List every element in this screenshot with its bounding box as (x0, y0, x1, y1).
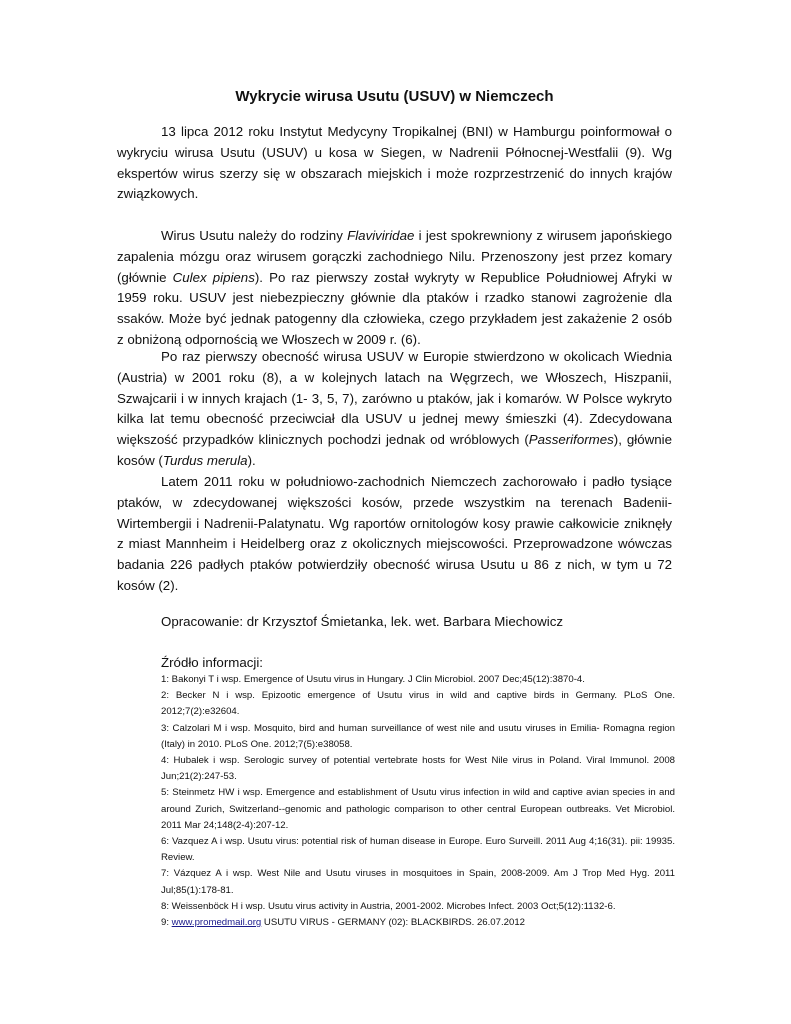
reference-item: 2: Becker N i wsp. Epizootic emergence of Usutu virus in wild and captive birds in Germany. PLoS One. 2012;7(2):e32604. (161, 690, 675, 718)
passeriformes-term: Passeriformes (528, 432, 614, 448)
references-list (161, 672, 675, 931)
reference-item-9 (161, 915, 675, 931)
paragraph-2-part-a: Wirus Usutu należy do rodziny (161, 228, 348, 243)
paragraph-3-part-c: ), głównie kosów ( (117, 432, 672, 468)
paragraph-3-part-a: Po raz pierwszy obecność wirusa USUV w Europie stwierdzono w okolicach Wiednia (Austria) w 2001 roku (8), a w kolejnych latach na Węgrzech, we Włoszech, Hiszpanii, Szwajcarii i w innych krajach (1- 3, 5, 7), zarówno u ptaków, jak i komarów. W Polsce wykryto kilka lat temu obecność przeciwciał dla USUV u jednej mewy śmieszki (4). Zdecydowana większość przypadków klinicznych pochodzi jednak od wróblowych ( (117, 349, 672, 448)
paragraph-3-part-e: ). (247, 452, 256, 468)
author-line: Opracowanie: dr Krzysztof Śmietanka, lek. wet. Barbara Miechowicz (161, 614, 564, 629)
source-heading: Źródło informacji: (161, 655, 263, 670)
reference-9-suffix: USUTU VIRUS - GERMANY (02): BLACKBIRDS. 26.07.2012 (261, 917, 525, 929)
reference-item: 8: Weissenböck H i wsp. Usutu virus activity in Austria, 2001-2002. Microbes Infect. 2003 Oct;5(12):1132-6. (161, 900, 616, 912)
reference-item: 6: Vazquez A i wsp. Usutu virus: potential risk of human disease in Europe. Euro Surveill. 2011 Aug 4;16(31). pii: 19935. Review. (161, 836, 675, 864)
reference-item: 1: Bakonyi T i wsp. Emergence of Usutu virus in Hungary. J Clin Microbiol. 2007 Dec;45(12):3870-4. (161, 674, 585, 685)
paragraph-3 (117, 347, 672, 472)
paragraph-1-text: 13 lipca 2012 roku Instytut Medycyny Tropikalnej (BNI) w Hamburgu poinformował o wykryciu wirusa Usutu (USUV) u kosa w Siegen, w Nadrenii Północnej-Westfalii (9). Wg ekspertów wirus szerzy się w obszarach miejskich i może rozprzestrzenić do innych krajów związkowych. (117, 124, 672, 202)
flaviviridae-term: Flaviviridae (347, 228, 415, 243)
paragraph-2 (117, 226, 672, 351)
reference-item: 3: Calzolari M i wsp. Mosquito, bird and human surveillance of west nile and usutu viruses in Emilia- Romagna region (Italy) in 2010. PLoS One. 2012;7(5):e38058. (161, 722, 675, 750)
paragraph-4-text: Latem 2011 roku w południowo-zachodnich Niemczech zachorowało i padło tysiące ptaków, w zdecydowanej większości kosów, przede wszystkim na terenach Badenii-Wirtembergii i Nadrenii-Palatynatu. Wg raportów ornitologów kosy prawie całkowicie zniknęły z miast Mannheim i Heidelberg oraz z okolicznych miejscowości. Przeprowadzone wówczas badania 226 padłych ptaków potwierdziły obecność wirusa Usutu u 86 z nich, w tym u 72 kosów (2). (117, 474, 672, 593)
reference-9-prefix: 9: (161, 917, 172, 929)
reference-item: 7: Vázquez A i wsp. West Nile and Usutu viruses in mosquitoes in Spain, 2008-2009. Am J Trop Med Hyg. 2011 Jul;85(1):178-81. (161, 868, 675, 896)
culex-pipiens-term: Culex pipiens (172, 269, 255, 285)
reference-item: 5: Steinmetz HW i wsp. Emergence and establishment of Usutu virus infection in wild and captive avian species in and around Zurich, Switzerland--genomic and pathologic comparison to other central European outbreaks. Vet Microbiol. 2011 Mar 24;148(2-4):207-12. (161, 787, 675, 831)
paragraph-4 (117, 472, 672, 597)
paragraph-2-part-e: ). Po raz pierwszy został wykryty w Republice Południowej Afryki w 1959 roku. USUV jest niebezpieczny głównie dla ptaków i rzadko stanowi zagrożenie dla ssaków. Może być jednak patogenny dla człowieka, czego przykładem jest zakażenie 2 osób z obniżoną odpornością we Włoszech w 2009 r. (6). (117, 269, 672, 347)
paragraph-2-part-c: i jest spokrewniony z wirusem japońskiego zapalenia mózgu oraz wirusem gorączki zachodniego Nilu. Przenoszony jest przez komary (głównie (117, 228, 672, 285)
document-title: Wykrycie wirusa Usutu (USUV) w Niemczech (235, 88, 554, 105)
reference-item: 4: Hubalek i wsp. Serologic survey of potential vertebrate hosts for West Nile virus in Poland. Viral Immunol. 2008 Jun;21(2):247-53. (161, 755, 675, 783)
turdus-merula-term: Turdus merula (162, 452, 248, 468)
promedmail-link[interactable]: www.promedmail.org (171, 917, 262, 929)
paragraph-1 (117, 122, 672, 205)
